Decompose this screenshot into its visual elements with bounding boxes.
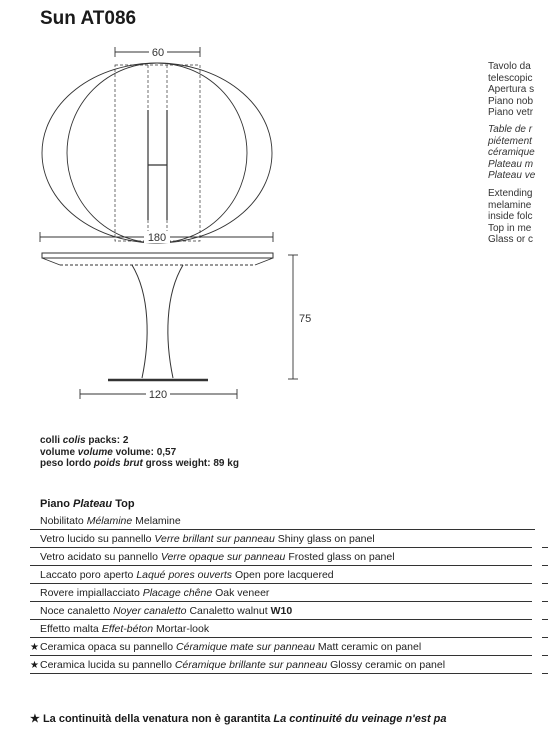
weight-line: peso lordo poids brut gross weight: 89 kg	[40, 458, 239, 469]
product-title: Sun AT086	[40, 8, 137, 29]
round-top-outline	[67, 63, 247, 243]
dim-120: 120	[148, 389, 168, 401]
star-icon: ★	[30, 713, 40, 725]
top-finish-table	[30, 512, 550, 674]
dim-180: 180	[147, 232, 167, 244]
packaging-specs	[40, 435, 239, 470]
packs-line: colli colis packs: 2	[40, 435, 129, 446]
volume-line: volume volume volume: 0,57	[40, 446, 177, 458]
star-icon: ★	[30, 660, 39, 671]
description-english: Extending melamine inside folc Top in me Glass or c	[488, 188, 534, 246]
table-row: Nobilitato Mélamine Melamine	[30, 512, 535, 530]
dim-75: 75	[299, 313, 312, 325]
top-table-heading: Piano Plateau Top	[40, 498, 135, 510]
grain-continuity-note: ★ La continuità della venatura non è garantita La continuité du veinage n'est pa	[30, 713, 447, 725]
table-row: Laccato poro aperto Laqué pores ouverts Open pore lacquered	[30, 566, 532, 584]
star-icon: ★	[30, 642, 39, 653]
table-row: ★ Ceramica lucida su pannello Céramique brillante sur panneau Glossy ceramic on panel	[30, 656, 532, 674]
table-row: Noce canaletto Noyer canaletto Canaletto walnut W10	[30, 602, 532, 620]
table-row: ★ Ceramica opaca su pannello Céramique mate sur panneau Matt ceramic on panel	[30, 638, 532, 656]
table-row: Vetro acidato su pannello Verre opaque sur panneau Frosted glass on panel	[30, 548, 532, 566]
extended-top-outline	[42, 63, 272, 243]
dim-60: 60	[151, 47, 165, 59]
table-row: Vetro lucido su pannello Verre brillant sur panneau Shiny glass on panel	[30, 530, 532, 548]
table-row: Effetto malta Effet-béton Mortar-look	[30, 620, 532, 638]
technical-drawing	[0, 0, 312, 420]
description-french: Table de r piétement céramique Plateau m Plateau ve	[488, 124, 536, 182]
table-row: Rovere impiallacciato Placage chêne Oak veneer	[30, 584, 532, 602]
description-italian: Tavolo da telescopic Apertura s Piano nob Piano vetr	[488, 61, 535, 119]
